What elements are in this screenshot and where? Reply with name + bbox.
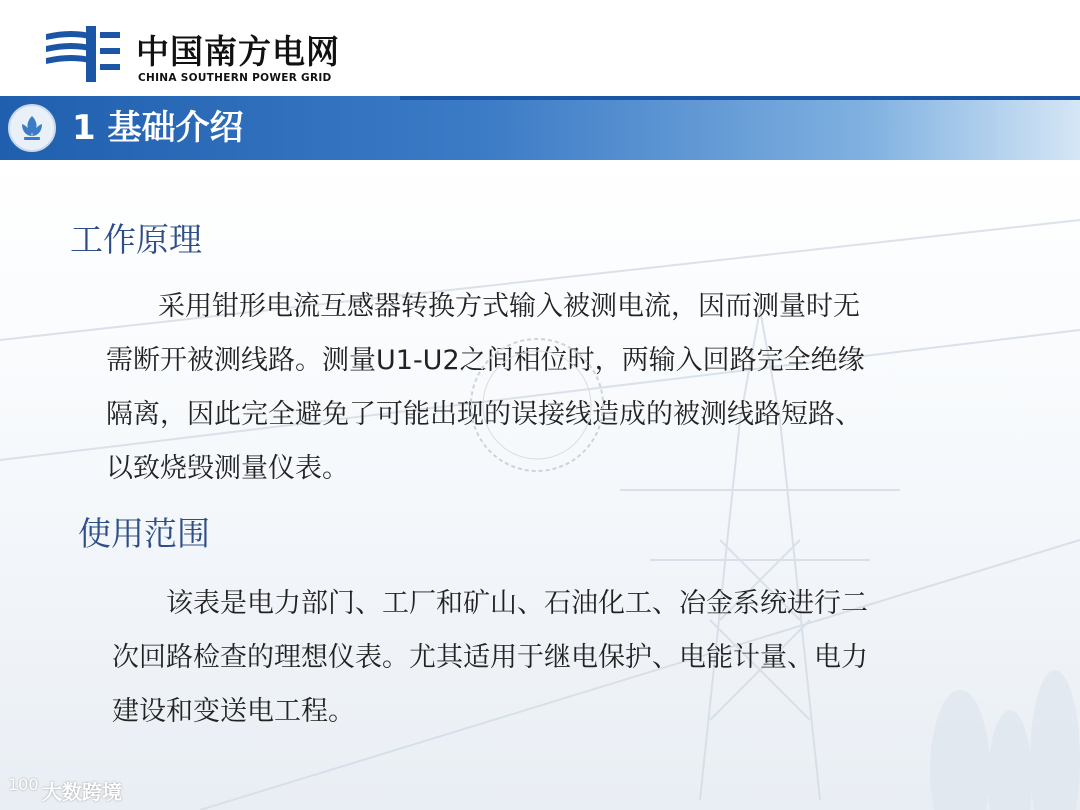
company-logo <box>42 26 382 86</box>
heading-working-principle: 工作原理 <box>70 220 202 259</box>
logo-mark-icon <box>42 26 122 82</box>
paragraph-line: 采用钳形电流互感器转换方式输入被测电流，因而测量时无 <box>158 291 860 322</box>
paragraph-line: 次回路检查的理想仪表。尤其适用于继电保护、电能计量、电力 <box>112 642 868 673</box>
section-title: 1 基础介绍 <box>72 108 244 148</box>
paragraph-line: 以致烧毁测量仪表。 <box>106 453 349 484</box>
logo-english-name: CHINA SOUTHERN POWER GRID <box>138 72 332 84</box>
heading-scope-of-use: 使用范围 <box>78 514 210 553</box>
paragraph-line: 该表是电力部门、工厂和矿山、石油化工、冶金系统进行二 <box>166 588 868 619</box>
paragraph-line: 建设和变送电工程。 <box>112 696 355 727</box>
watermark-logo-icon: 100 <box>8 775 39 794</box>
logo-chinese-name: 中国南方电网 <box>136 32 340 71</box>
paragraph-line: 需断开被测线路。测量U1-U2之间相位时，两输入回路完全绝缘 <box>106 345 865 376</box>
flower-emblem-icon <box>8 104 56 152</box>
watermark-text: 大数跨境 <box>42 780 122 804</box>
watermark-stamp <box>462 330 612 480</box>
divider-line <box>400 96 1080 100</box>
paragraph-line: 隔离，因此完全避免了可能出现的误接线造成的被测线路短路、 <box>106 399 862 430</box>
